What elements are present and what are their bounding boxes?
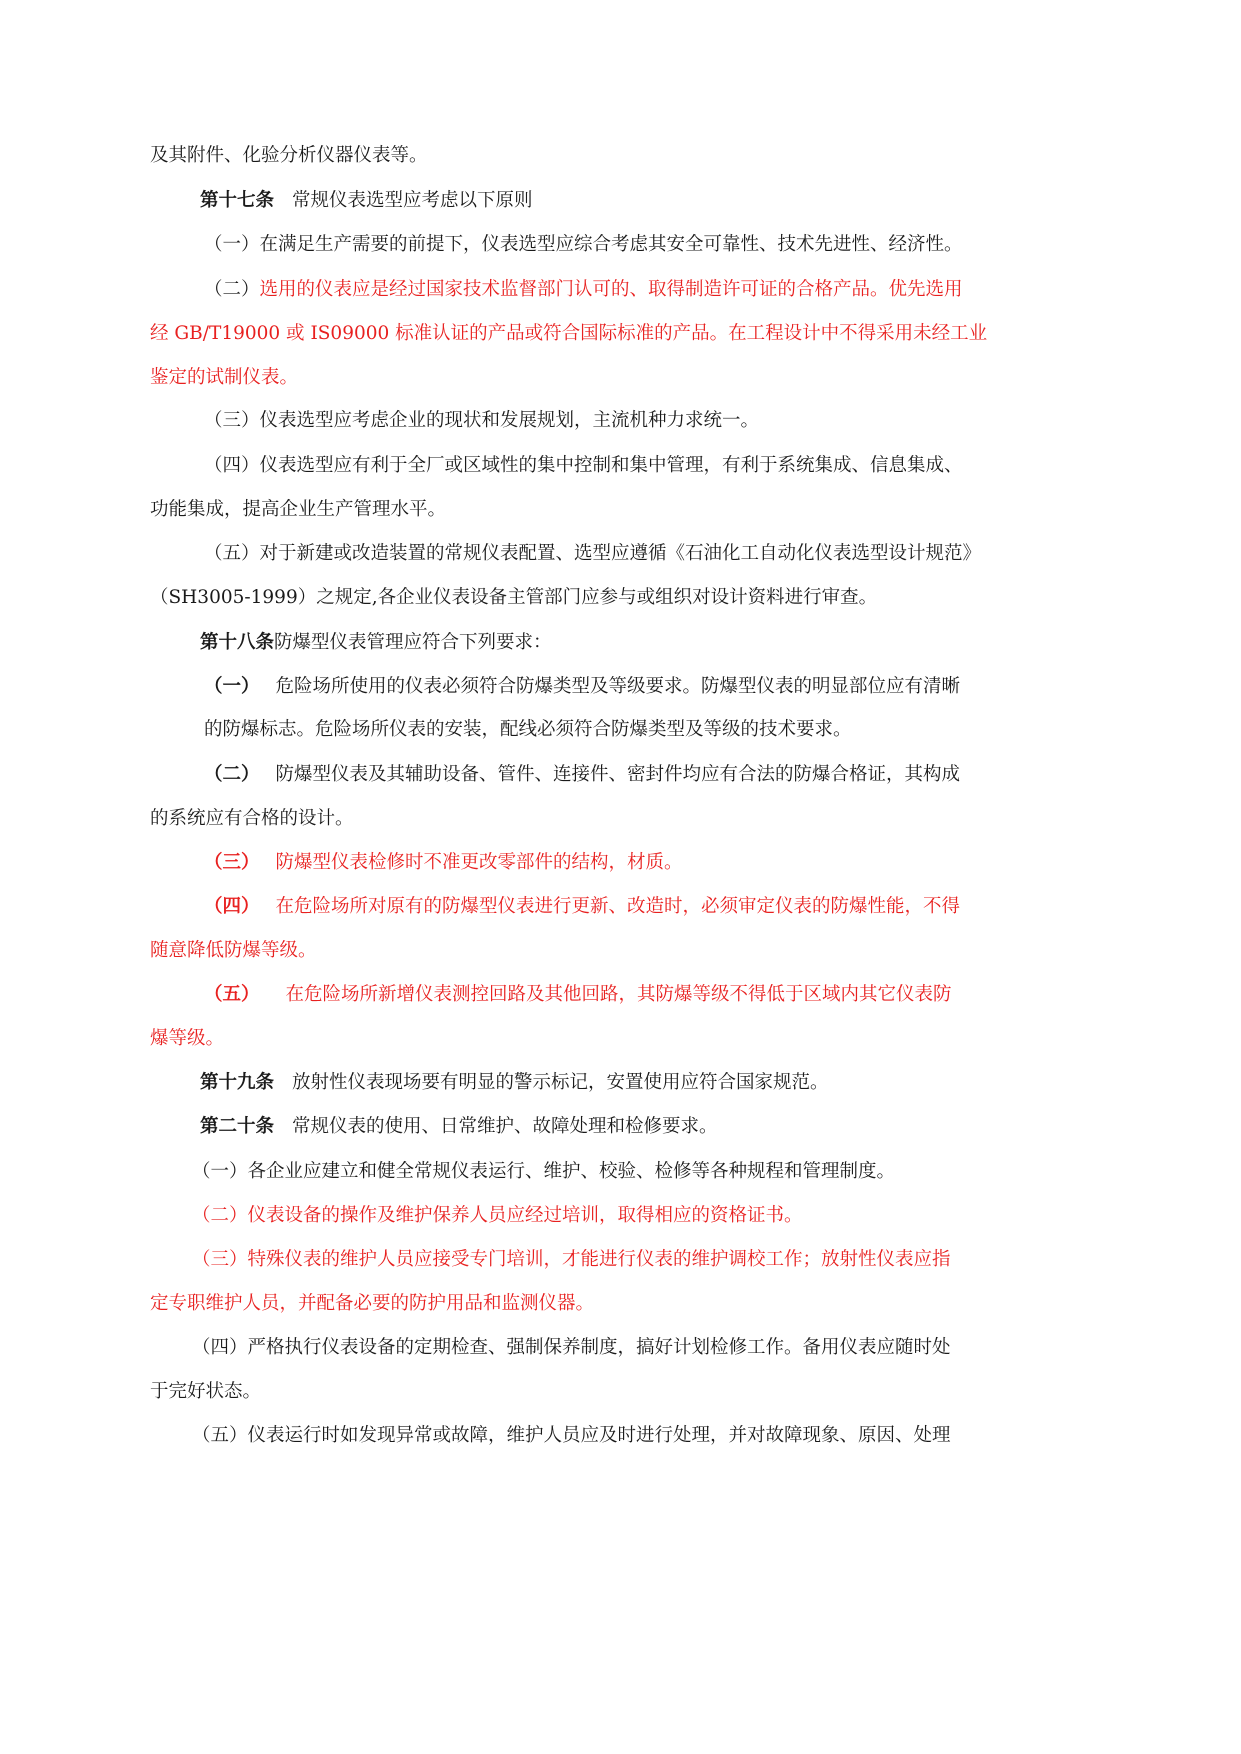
art20-item-4-line-2: 于完好状态。	[150, 1381, 262, 1402]
art17-item-4: （四）仪表选型应有利于全厂或区域性的集中控制和集中管理，有利于系统集成、信息集成、	[204, 455, 963, 476]
art18-item-1: （一） 危险场所使用的仪表必须符合防爆类型及等级要求。防爆型仪表的明显部位应有清晰	[204, 676, 961, 697]
art18-item-2: （二） 防爆型仪表及其辅助设备、管件、连接件、密封件均应有合法的防爆合格证，其构成	[204, 764, 961, 785]
article-title: 常规仪表的使用、日常维护、故障处理和检修要求。	[292, 1116, 718, 1137]
article-19: 第十九条 放射性仪表现场要有明显的警示标记，安置使用应符合国家规范。	[200, 1072, 829, 1093]
art17-item-4-line-2: 功能集成，提高企业生产管理水平。	[150, 499, 447, 520]
art17-item-3: （三）仪表选型应考虑企业的现状和发展规划，主流机种力求统一。	[204, 410, 760, 431]
art20-item-5: （五）仪表运行时如发现异常或故障，维护人员应及时进行处理，并对故障现象、原因、处理	[192, 1425, 951, 1446]
art18-item-1-line-2: 的防爆标志。危险场所仪表的安装，配线必须符合防爆类型及等级的技术要求。	[204, 719, 852, 740]
art20-item-3: （三）特殊仪表的维护人员应接受专门培训，才能进行仪表的维护调校工作；放射性仪表应指	[192, 1249, 951, 1270]
article-20	[200, 1114, 718, 1140]
paragraph-line: 及其附件、化验分析仪器仪表等。	[150, 145, 428, 166]
art17-item-2-line-3: 鉴定的试制仪表。	[150, 367, 299, 388]
article-heading: 第十八条	[200, 632, 275, 653]
art18-item-3: （三） 防爆型仪表检修时不准更改零部件的结构，材质。	[204, 852, 683, 873]
art17-item-1: （一）在满足生产需要的前提下，仪表选型应综合考虑其安全可靠性、技术先进性、经济性。	[204, 234, 963, 255]
art20-item-3-line-2: 定专职维护人员，并配备必要的防护用品和监测仪器。	[150, 1293, 595, 1314]
art17-item-5: （五）对于新建或改造装置的常规仪表配置、选型应遵循《石油化工自动化仪表选型设计规范》	[204, 543, 982, 564]
art17-item-5-line-2: （SH3005-1999）之规定,各企业仪表设备主管部门应参与或组织对设计资料进行审查。	[150, 587, 878, 608]
art18-item-4-line-2: 随意降低防爆等级。	[150, 940, 317, 961]
article-heading: 第十九条	[200, 1072, 275, 1093]
article-18	[200, 630, 552, 656]
art18-item-4: （四） 在危险场所对原有的防爆型仪表进行更新、改造时，必须审定仪表的防爆性能，不得	[204, 896, 961, 917]
article-heading: 第二十条	[200, 1116, 275, 1137]
article-title: 常规仪表选型应考虑以下原则	[292, 190, 533, 211]
art20-item-2: （二）仪表设备的操作及维护保养人员应经过培训，取得相应的资格证书。	[192, 1205, 803, 1226]
article-heading: 第十七条	[200, 190, 275, 211]
art18-item-5: （五） 在危险场所新增仪表测控回路及其他回路，其防爆等级不得低于区域内其它仪表防	[204, 984, 952, 1005]
art18-item-5-line-2: 爆等级。	[150, 1028, 225, 1049]
art18-item-2-line-2: 的系统应有合格的设计。	[150, 808, 354, 829]
art17-item-2-line-2: 经 GB/T19000 或 IS09000 标准认证的产品或符合国际标准的产品。在工程设计中不得采用未经工业	[150, 323, 988, 344]
art17-item-2: （二）选用的仪表应是经过国家技术监督部门认可的、取得制造许可证的合格产品。优先选用	[204, 279, 963, 300]
article-title: 防爆型仪表管理应符合下列要求：	[274, 632, 552, 653]
article-17	[200, 188, 533, 214]
art20-item-4: （四）严格执行仪表设备的定期检查、强制保养制度，搞好计划检修工作。备用仪表应随时处	[192, 1337, 951, 1358]
art20-item-1: （一）各企业应建立和健全常规仪表运行、维护、校验、检修等各种规程和管理制度。	[192, 1161, 896, 1182]
